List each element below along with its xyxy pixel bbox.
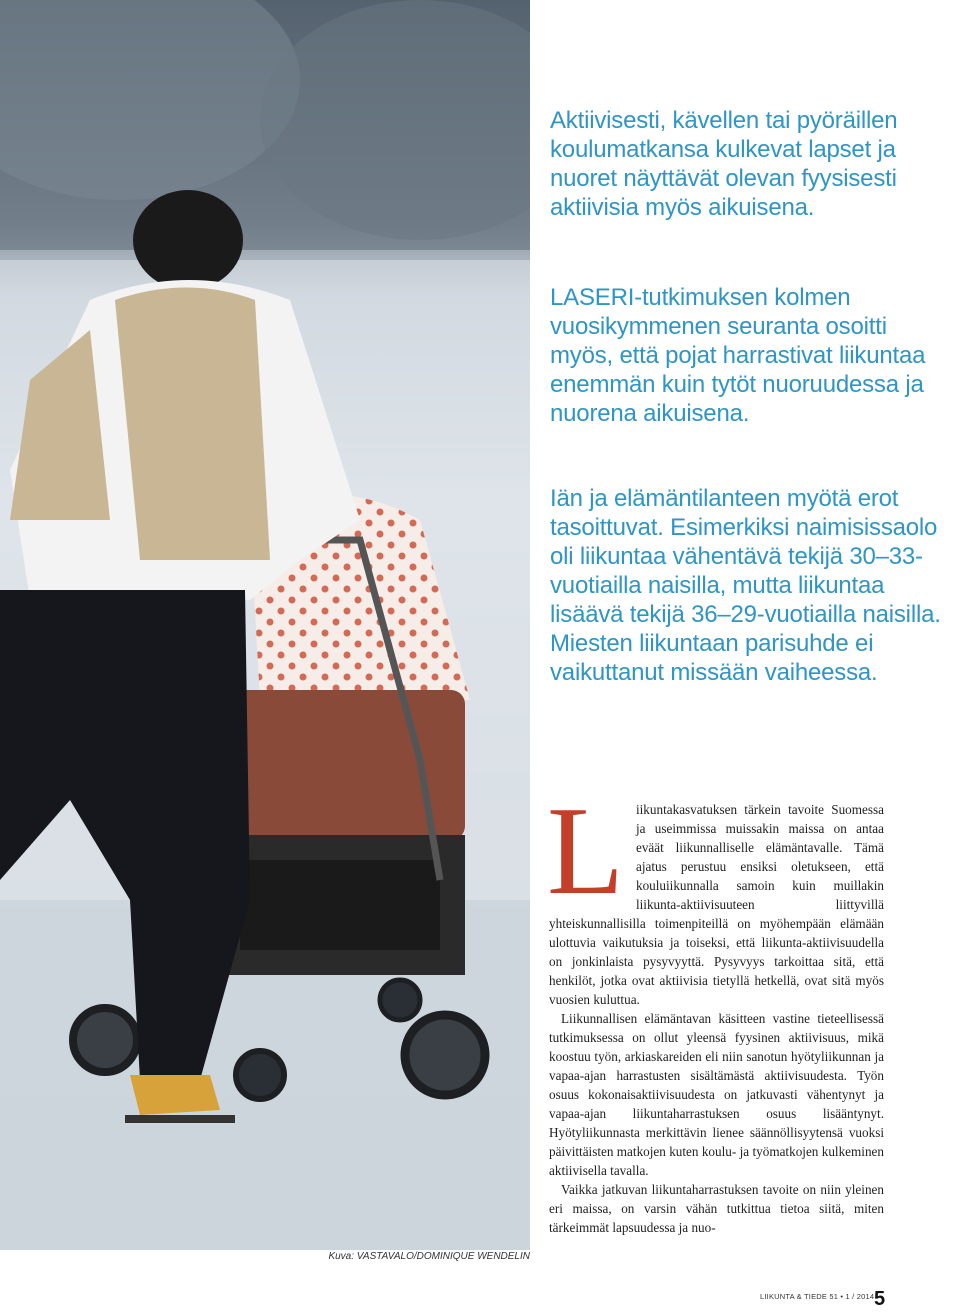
photo-credit: Kuva: VASTAVALO/DOMINIQUE WENDELIN xyxy=(328,1251,530,1262)
article-paragraph-3: Vaikka jatkuvan liikuntaharrastuksen tavoite on niin yleinen eri maissa, on varsin vähän tutkittua tietoa siitä, miten tärkeimmät lapsuudessa ja nuo- xyxy=(549,1182,884,1235)
pullquote-2: LASERI-tutkimuksen kolmen vuosikymmenen seuranta osoitti myös, että pojat harrastivat liikuntaa enemmän kuin tytöt nuoruudessa ja nuorena aikuisena. xyxy=(550,284,926,427)
pullquote-1: Aktiivisesti, kävellen tai pyöräillen koulumatkansa kulkevat lapset ja nuoret näyttävät olevan fyysisesti aktiivisia myös aikuisena. xyxy=(550,107,898,221)
article-paragraph-1 xyxy=(547,782,884,1009)
paragraph-text: iikuntakasvatuksen tärkein tavoite Suomessa ja useimmissa muissakin maissa on antaa eväät liikunnalliselle elämäntavalle. Tämä ajatus perustuu ensiksi oletukseen, että kouluiikunnalla samoin kuin muillakin liikunta-aktiivisuuteen liittyvillä yhteiskunnallisilla toimenpiteillä on myöhempään elämään ulottuvia vaikutuksia ja toiseksi, että liikunta-aktiivisuudella on jonkinlaista pysyvyyttä. Pysyvyys tarkoittaa sitä, että henkilöt, jotka ovat aktiivisia tietyllä hetkellä, ovat sitä myös vuosien kuluttua. xyxy=(549,802,884,1007)
journal-footer: LIIKUNTA & TIEDE 51 • 1 / 2014 xyxy=(760,1292,875,1301)
page-number: 5 xyxy=(874,1288,886,1310)
pullquote-3: Iän ja elämäntilanteen myötä erot tasoittuvat. Esimerkiksi naimisissaolo oli liikuntaa vähentävä tekijä 30–33-vuotiailla naisilla, mutta liikuntaa lisäävä tekijä 36–29-vuotiailla naisilla. Miesten liikuntaan parisuhde ei vaikuttanut missään vaiheessa. xyxy=(550,485,941,686)
article-body xyxy=(547,782,884,1237)
article-paragraph-2: Liikunnallisen elämäntavan käsitteen vastine tieteellisessä tutkimuksessa on ollut yleensä fyysinen aktiivisuus, mikä koostuu työn, arkiaskareiden eli niin sanotun hyötyliikunnan ja vapaa-ajan harrastusten sisältämästä aktiivisuudesta. Työn osuus kokonaisaktiivisuudesta on jatkuvasti vähentynyt ja vapaa-ajan liikuntaharrastuksen osuus lisääntynyt. Hyötyliikunnasta merkittävin lienee säännöllisyytensä vuoksi päivittäisten matkojen kuten koulu- ja työmatkojen kulkeminen aktiivisella tavalla. xyxy=(549,1011,884,1178)
drop-cap: L xyxy=(547,782,624,921)
